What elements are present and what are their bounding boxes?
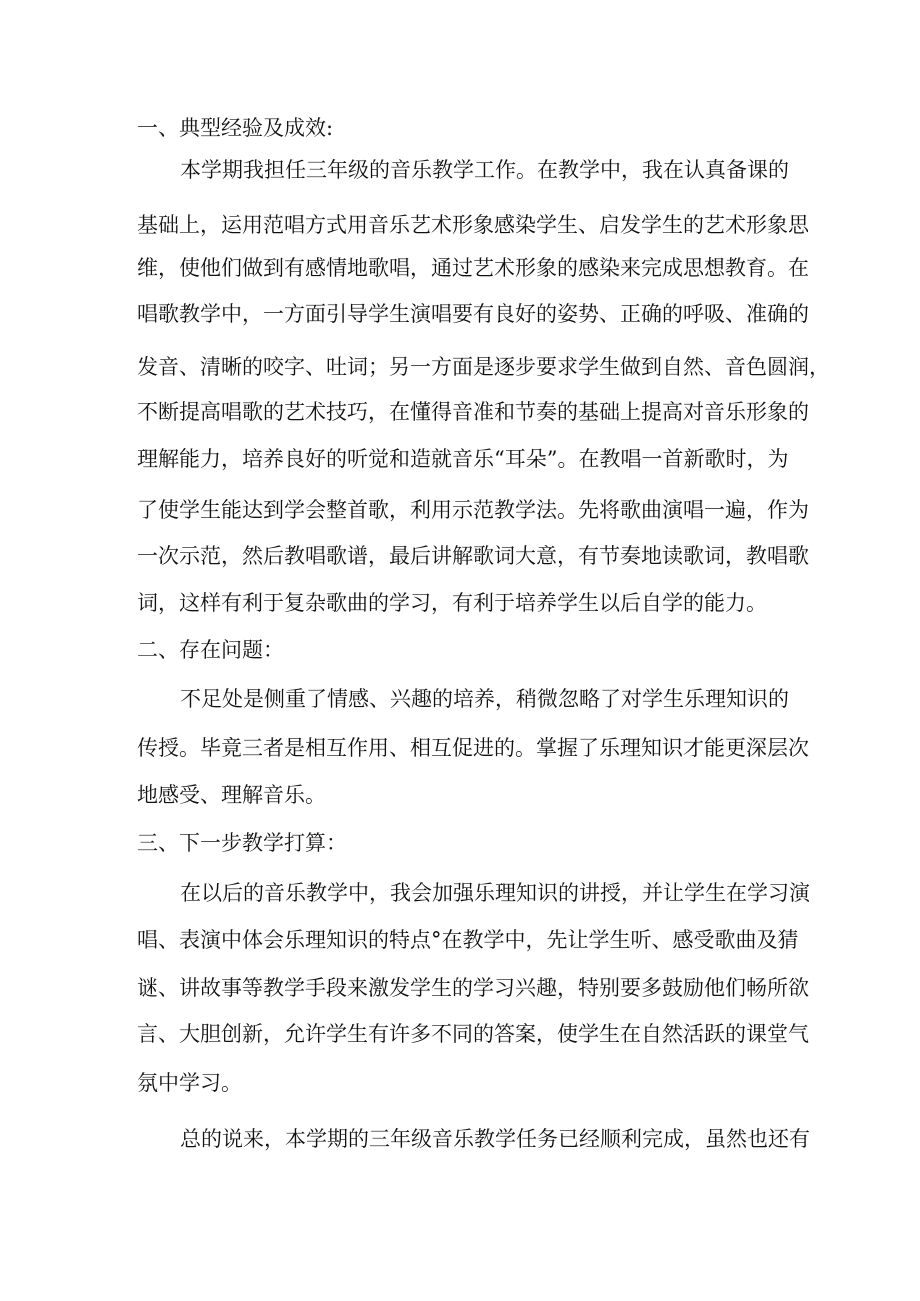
paragraph-line: 发音、清晰的咬字、吐词；另一方面是逐步要求学生做到自然、音色圆润， bbox=[137, 355, 830, 379]
paragraph-line: 维，使他们做到有感情地歌唱，通过艺术形象的感染来完成思想教育。在 bbox=[137, 256, 809, 280]
paragraph-line: 了使学生能达到学会整首歌，利用示范教学法。先将歌曲演唱一遍，作为 bbox=[137, 498, 809, 522]
paragraph-line: 氛中学习。 bbox=[137, 1071, 242, 1095]
section-1-heading: 一、典型经验及成效: bbox=[137, 116, 334, 140]
paragraph-line: 不足处是侧重了情感、兴趣的培养，稍微忽略了对学生乐理知识的 bbox=[180, 687, 789, 711]
paragraph-line: 理解能力，培养良好的听觉和造就音乐“耳朵”。在教唱一首新歌时，为 bbox=[137, 447, 789, 471]
paragraph-line: 言、大胆创新，允许学生有许多不同的答案，使学生在自然活跃的课堂气 bbox=[137, 1022, 809, 1046]
paragraph-line: 词，这样有利于复杂歌曲的学习，有利于培养学生以后自学的能力。 bbox=[137, 591, 767, 615]
paragraph-line: 一次示范，然后教唱歌谱，最后讲解歌词大意，有节奏地读歌词，教唱歌 bbox=[137, 544, 809, 568]
paragraph-line: 地感受、理解音乐。 bbox=[137, 783, 326, 807]
paragraph-line: 本学期我担任三年级的音乐教学工作。在教学中，我在认真备课的 bbox=[180, 158, 789, 182]
paragraph-line: 不断提高唱歌的艺术技巧，在懂得音准和节奏的基础上提高对音乐形象的 bbox=[137, 400, 809, 424]
section-2-heading: 二、存在问题： bbox=[137, 638, 284, 662]
paragraph-line: 唱歌教学中，一方面引导学生演唱要有良好的姿势、正确的呼吸、准确的 bbox=[137, 302, 809, 326]
paragraph-line: 谜、讲故事等教学手段来激发学生的学习兴趣，特别要多鼓励他们畅所欲 bbox=[137, 976, 809, 1000]
section-3-heading: 三、下一步教学打算： bbox=[137, 831, 347, 855]
paragraph-line: 在以后的音乐教学中，我会加强乐理知识的讲授，并让学生在学习演 bbox=[180, 881, 810, 905]
paragraph-line: 基础上，运用范唱方式用音乐艺术形象感染学生、启发学生的艺术形象思 bbox=[137, 213, 809, 237]
summary-line: 总的说来，本学期的三年级音乐教学任务已经顺利完成，虽然也还有 bbox=[180, 1127, 810, 1151]
paragraph-line: 传授。毕竟三者是相互作用、相互促进的。掌握了乐理知识才能更深层次 bbox=[137, 736, 809, 760]
paragraph-line: 唱、表演中体会乐理知识的特点°在教学中，先让学生听、感受歌曲及猜 bbox=[137, 928, 799, 952]
